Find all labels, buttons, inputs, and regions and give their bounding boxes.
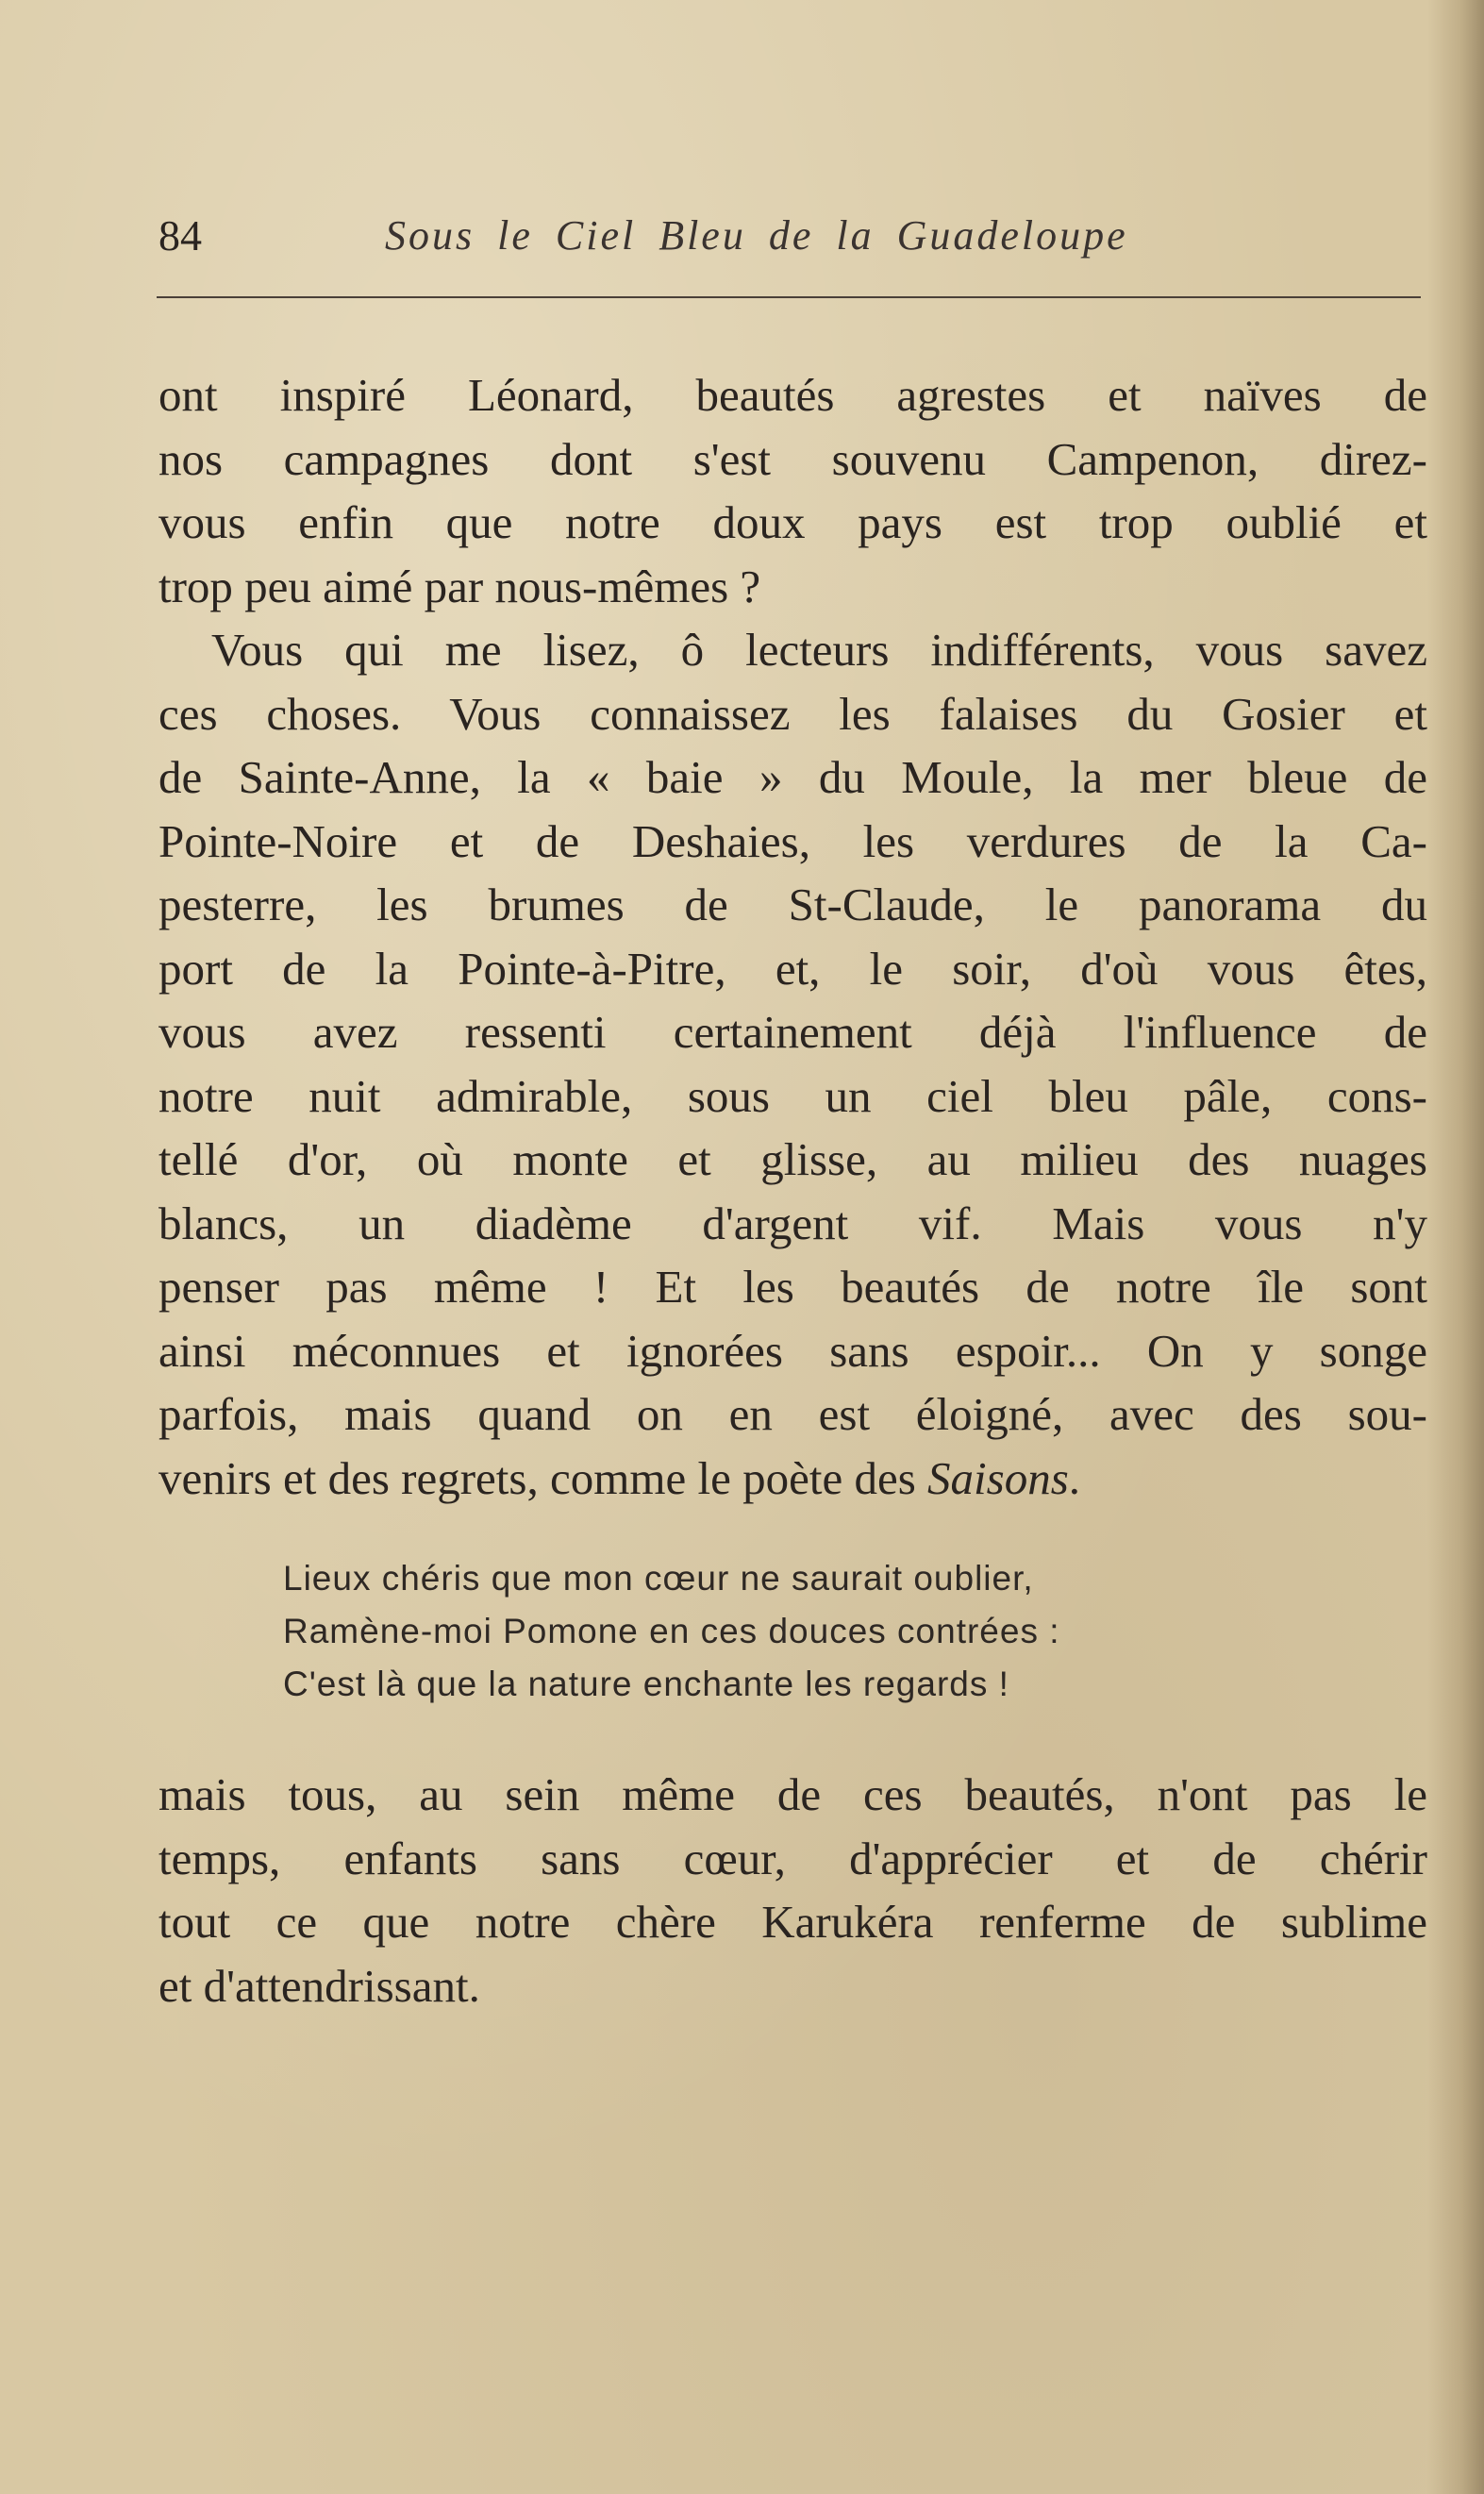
running-title: Sous le Ciel Bleu de la Guadeloupe: [385, 212, 1128, 259]
verse-quotation: [283, 1552, 1226, 1711]
text-line: mais tous, au sein même de ces beautés, n'ont pas le: [158, 1768, 1427, 1820]
text-line: tellé d'or, où monte et glisse, au milieu des nuages: [158, 1133, 1427, 1185]
text-run: .: [1068, 1451, 1081, 1504]
verse-line: C'est là que la nature enchante les regards !: [283, 1665, 1009, 1703]
body-text-block-2: [158, 1763, 1427, 2017]
text-line: parfois, mais quand on en est éloigné, avec des sou-: [158, 1388, 1427, 1440]
text-line: Vous qui me lisez, ô lecteurs indifférents, vous savez: [211, 624, 1427, 676]
text-line: pesterre, les brumes de St-Claude, le panorama du: [158, 879, 1427, 930]
text-line-last: [158, 1447, 1427, 1511]
page-edge-shadow: [1427, 0, 1484, 2494]
text-line: et d'attendrissant.: [158, 1959, 480, 2012]
text-line: penser pas même ! Et les beautés de notre île sont: [158, 1261, 1427, 1313]
text-line: Pointe-Noire et de Deshaies, les verdures de la Ca-: [158, 814, 1427, 867]
text-line: nos campagnes dont s'est souvenu Campenon, direz-: [158, 432, 1427, 485]
text-line: temps, enfants sans cœur, d'apprécier et de chérir: [158, 1832, 1427, 1884]
text-line: ont inspiré Léonard, beautés agrestes et naïves de: [158, 369, 1427, 421]
header-rule: [157, 296, 1421, 298]
text-line: vous enfin que notre doux pays est trop oublié et: [158, 496, 1427, 548]
text-line: notre nuit admirable, sous un ciel bleu pâle, cons-: [158, 1069, 1427, 1122]
book-title-saisons: Saisons: [927, 1451, 1069, 1504]
body-text-block-1: [158, 363, 1427, 1510]
text-line: de Sainte-Anne, la « baie » du Moule, la mer bleue de: [158, 751, 1427, 803]
text-line: vous avez ressenti certainement déjà l'influence de: [158, 1006, 1427, 1058]
page-number: 84: [158, 211, 202, 259]
page-header: [158, 203, 1423, 269]
text-run: venirs et des regrets, comme le poète des: [158, 1451, 928, 1504]
verse-line: Lieux chéris que mon cœur ne saurait oublier,: [283, 1559, 1034, 1598]
text-line: blancs, un diadème d'argent vif. Mais vous n'y: [158, 1197, 1427, 1249]
text-line: port de la Pointe-à-Pitre, et, le soir, d'où vous êtes,: [158, 942, 1427, 995]
text-line: trop peu aimé par nous-mêmes ?: [158, 560, 761, 612]
text-line: ainsi méconnues et ignorées sans espoir... On y songe: [158, 1324, 1427, 1377]
text-line: ces choses. Vous connaissez les falaises du Gosier et: [158, 687, 1427, 740]
text-line: tout ce que notre chère Karukéra renferme de sublime: [158, 1896, 1427, 1948]
verse-line: Ramène-moi Pomone en ces douces contrées :: [283, 1612, 1060, 1650]
